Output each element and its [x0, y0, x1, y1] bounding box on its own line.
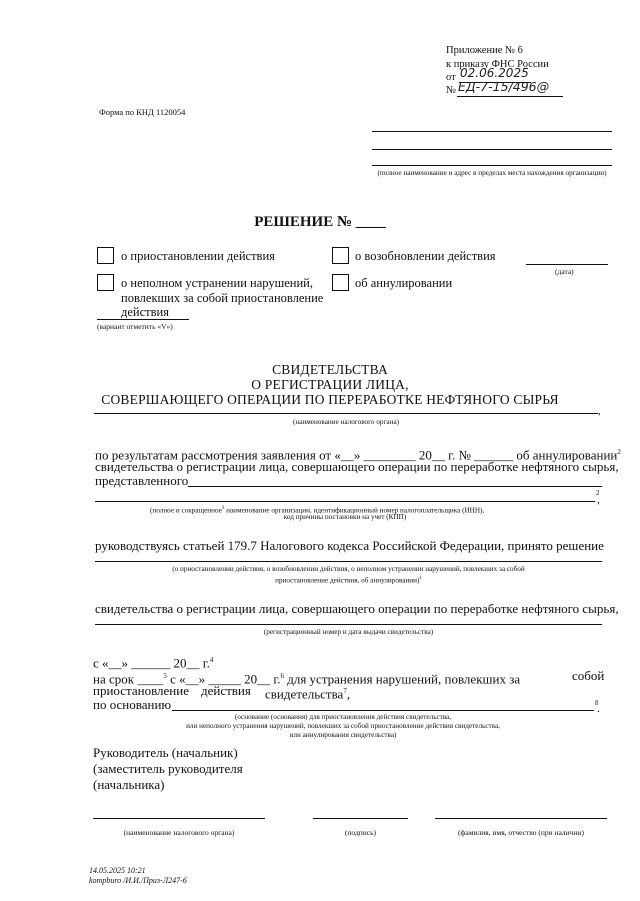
p4-line4: по основанию — [93, 697, 172, 712]
tax-authority-caption: (наименование налогового органа) — [292, 418, 400, 426]
form-code: Форма по КНД 1120054 — [99, 107, 186, 117]
checkbox-suspend[interactable] — [97, 247, 114, 264]
date-caption: (дата) — [555, 267, 574, 276]
annex-number-handwritten: ЕД-7-15/496@ — [458, 79, 550, 94]
footer-line2: kompburo /И.И./Приз-Л247-6 — [89, 876, 187, 885]
option-incomplete-line1: о неполном устранении нарушений, — [121, 276, 313, 290]
signatory-line3: (начальника) — [93, 777, 165, 792]
p4-line3b: действия — [201, 683, 251, 698]
decision-line — [95, 561, 602, 562]
decision-caption-line1: (о приостановлении действия, о возобновлении действия, о неполном устранении нарушений, повлекших за собой — [172, 565, 525, 573]
addressee-caption: (полное наименование и адрес в пределах места нахождения организации) — [377, 169, 607, 177]
applicant-sup: 2 — [596, 489, 600, 497]
org-caption-line1: (полное и сокращенное$^3$ наименование организации, идентификационный номер налогоплательщика (ИНН), — [150, 506, 485, 515]
certificate-title-line3: СОВЕРШАЮЩЕГО ОПЕРАЦИИ ПО ПЕРЕРАБОТКЕ НЕФТЯНОГО СЫРЬЯ — [101, 392, 559, 407]
checkbox-resume[interactable] — [332, 247, 349, 264]
org-caption-line2: код причины постановки на учет (КПП) — [283, 513, 407, 521]
addressee-line-1 — [372, 131, 612, 132]
basis-period: . — [597, 703, 600, 715]
sign-authority-line — [93, 818, 265, 819]
p4-line3a: приостановление — [93, 683, 189, 698]
option-incomplete-line3: действия — [121, 305, 169, 319]
decision-title: РЕШЕНИЕ № ____ — [254, 214, 386, 230]
addressee-line-2 — [372, 149, 612, 150]
tax-authority-line — [94, 413, 598, 414]
checkbox-annul[interactable] — [332, 274, 349, 291]
sign-signature-caption: (подпись) — [344, 828, 377, 837]
signatory-line1: Руководитель (начальник) — [93, 745, 238, 760]
reg-line — [95, 624, 602, 625]
applicant-line-2 — [95, 501, 595, 502]
certificate-title-line2: О РЕГИСТРАЦИИ ЛИЦА, — [251, 377, 409, 392]
basis-caption-line1: (основание (основания) для приостановления действия свидетельства, — [234, 713, 452, 721]
comma: , — [598, 405, 601, 417]
applicant-line-1 — [188, 486, 602, 487]
footer-line1: 14.05.2025 10:21 — [89, 866, 146, 875]
addressee-line-3 — [372, 165, 612, 166]
p1-line3: представленного — [95, 473, 189, 488]
sign-name-line — [435, 818, 607, 819]
annex-num-prefix: № — [446, 85, 457, 96]
sign-name-caption: (фамилия, имя, отчество (при наличии) — [458, 828, 584, 837]
sign-authority-caption: (наименование налогового органа) — [123, 828, 235, 837]
p3: свидетельства о регистрации лица, совершающего операции по переработке нефтяного сырья, — [95, 601, 619, 616]
reg-caption: (регистрационный номер и дата выдачи свидетельства) — [263, 628, 434, 636]
p4-line2-end: собой — [572, 668, 605, 683]
basis-caption-line2: или неполного устранения нарушений, повлекших за собой приостановление действия свидетельства, — [186, 722, 500, 730]
sign-signature-line — [313, 818, 408, 819]
p4-line1: с «__» ______ 20__ г.$^4$ — [93, 655, 214, 671]
annex-date-prefix: от — [446, 72, 456, 83]
p2: руководствуясь статьей 179.7 Налогового кодекса Российской Федерации, принято решение — [95, 538, 604, 553]
basis-caption-line3: или аннулирования свидетельства) — [289, 731, 397, 739]
p4-line2: на срок ____$^5$ с «__» _____ 20__ г.$^6$ для устранения нарушений, повлекших за — [93, 671, 521, 687]
annex-line1: Приложение № 6 — [446, 45, 523, 56]
date-line — [526, 264, 608, 265]
decision-caption-line2: приостановление действия, об аннулировании)$^1$ — [275, 576, 422, 585]
option-annul-label: об аннулировании — [355, 276, 453, 290]
option-underline — [97, 319, 189, 320]
annex-line2: к приказу ФНС России — [446, 59, 549, 70]
p1-line2: свидетельства о регистрации лица, совершающего операции по переработке нефтяного сырья, — [95, 459, 619, 474]
p4-line3c: свидетельства$^7$, — [265, 686, 351, 702]
comma-2: , — [597, 494, 600, 506]
option-note: (вариант отметить «V») — [97, 322, 173, 331]
option-resume-label: о возобновлении действия — [355, 249, 496, 263]
annex-number-underline — [457, 96, 563, 97]
checkbox-incomplete[interactable] — [97, 274, 114, 291]
annex-date-handwritten: 02.06.2025 — [460, 66, 529, 80]
basis-line-1 — [172, 710, 594, 711]
basis-sup: 8 — [595, 699, 599, 707]
p1-line1: по результатам рассмотрения заявления от «__» ________ 20__ г. № ______ об аннулировании$^2$ — [95, 447, 621, 463]
signatory-line2: (заместитель руководителя — [93, 761, 243, 776]
option-incomplete-line2: повлекших за собой приостановление — [121, 291, 324, 305]
certificate-title-line1: СВИДЕТЕЛЬСТВА — [272, 362, 388, 377]
option-suspend-label: о приостановлении действия — [121, 249, 275, 263]
